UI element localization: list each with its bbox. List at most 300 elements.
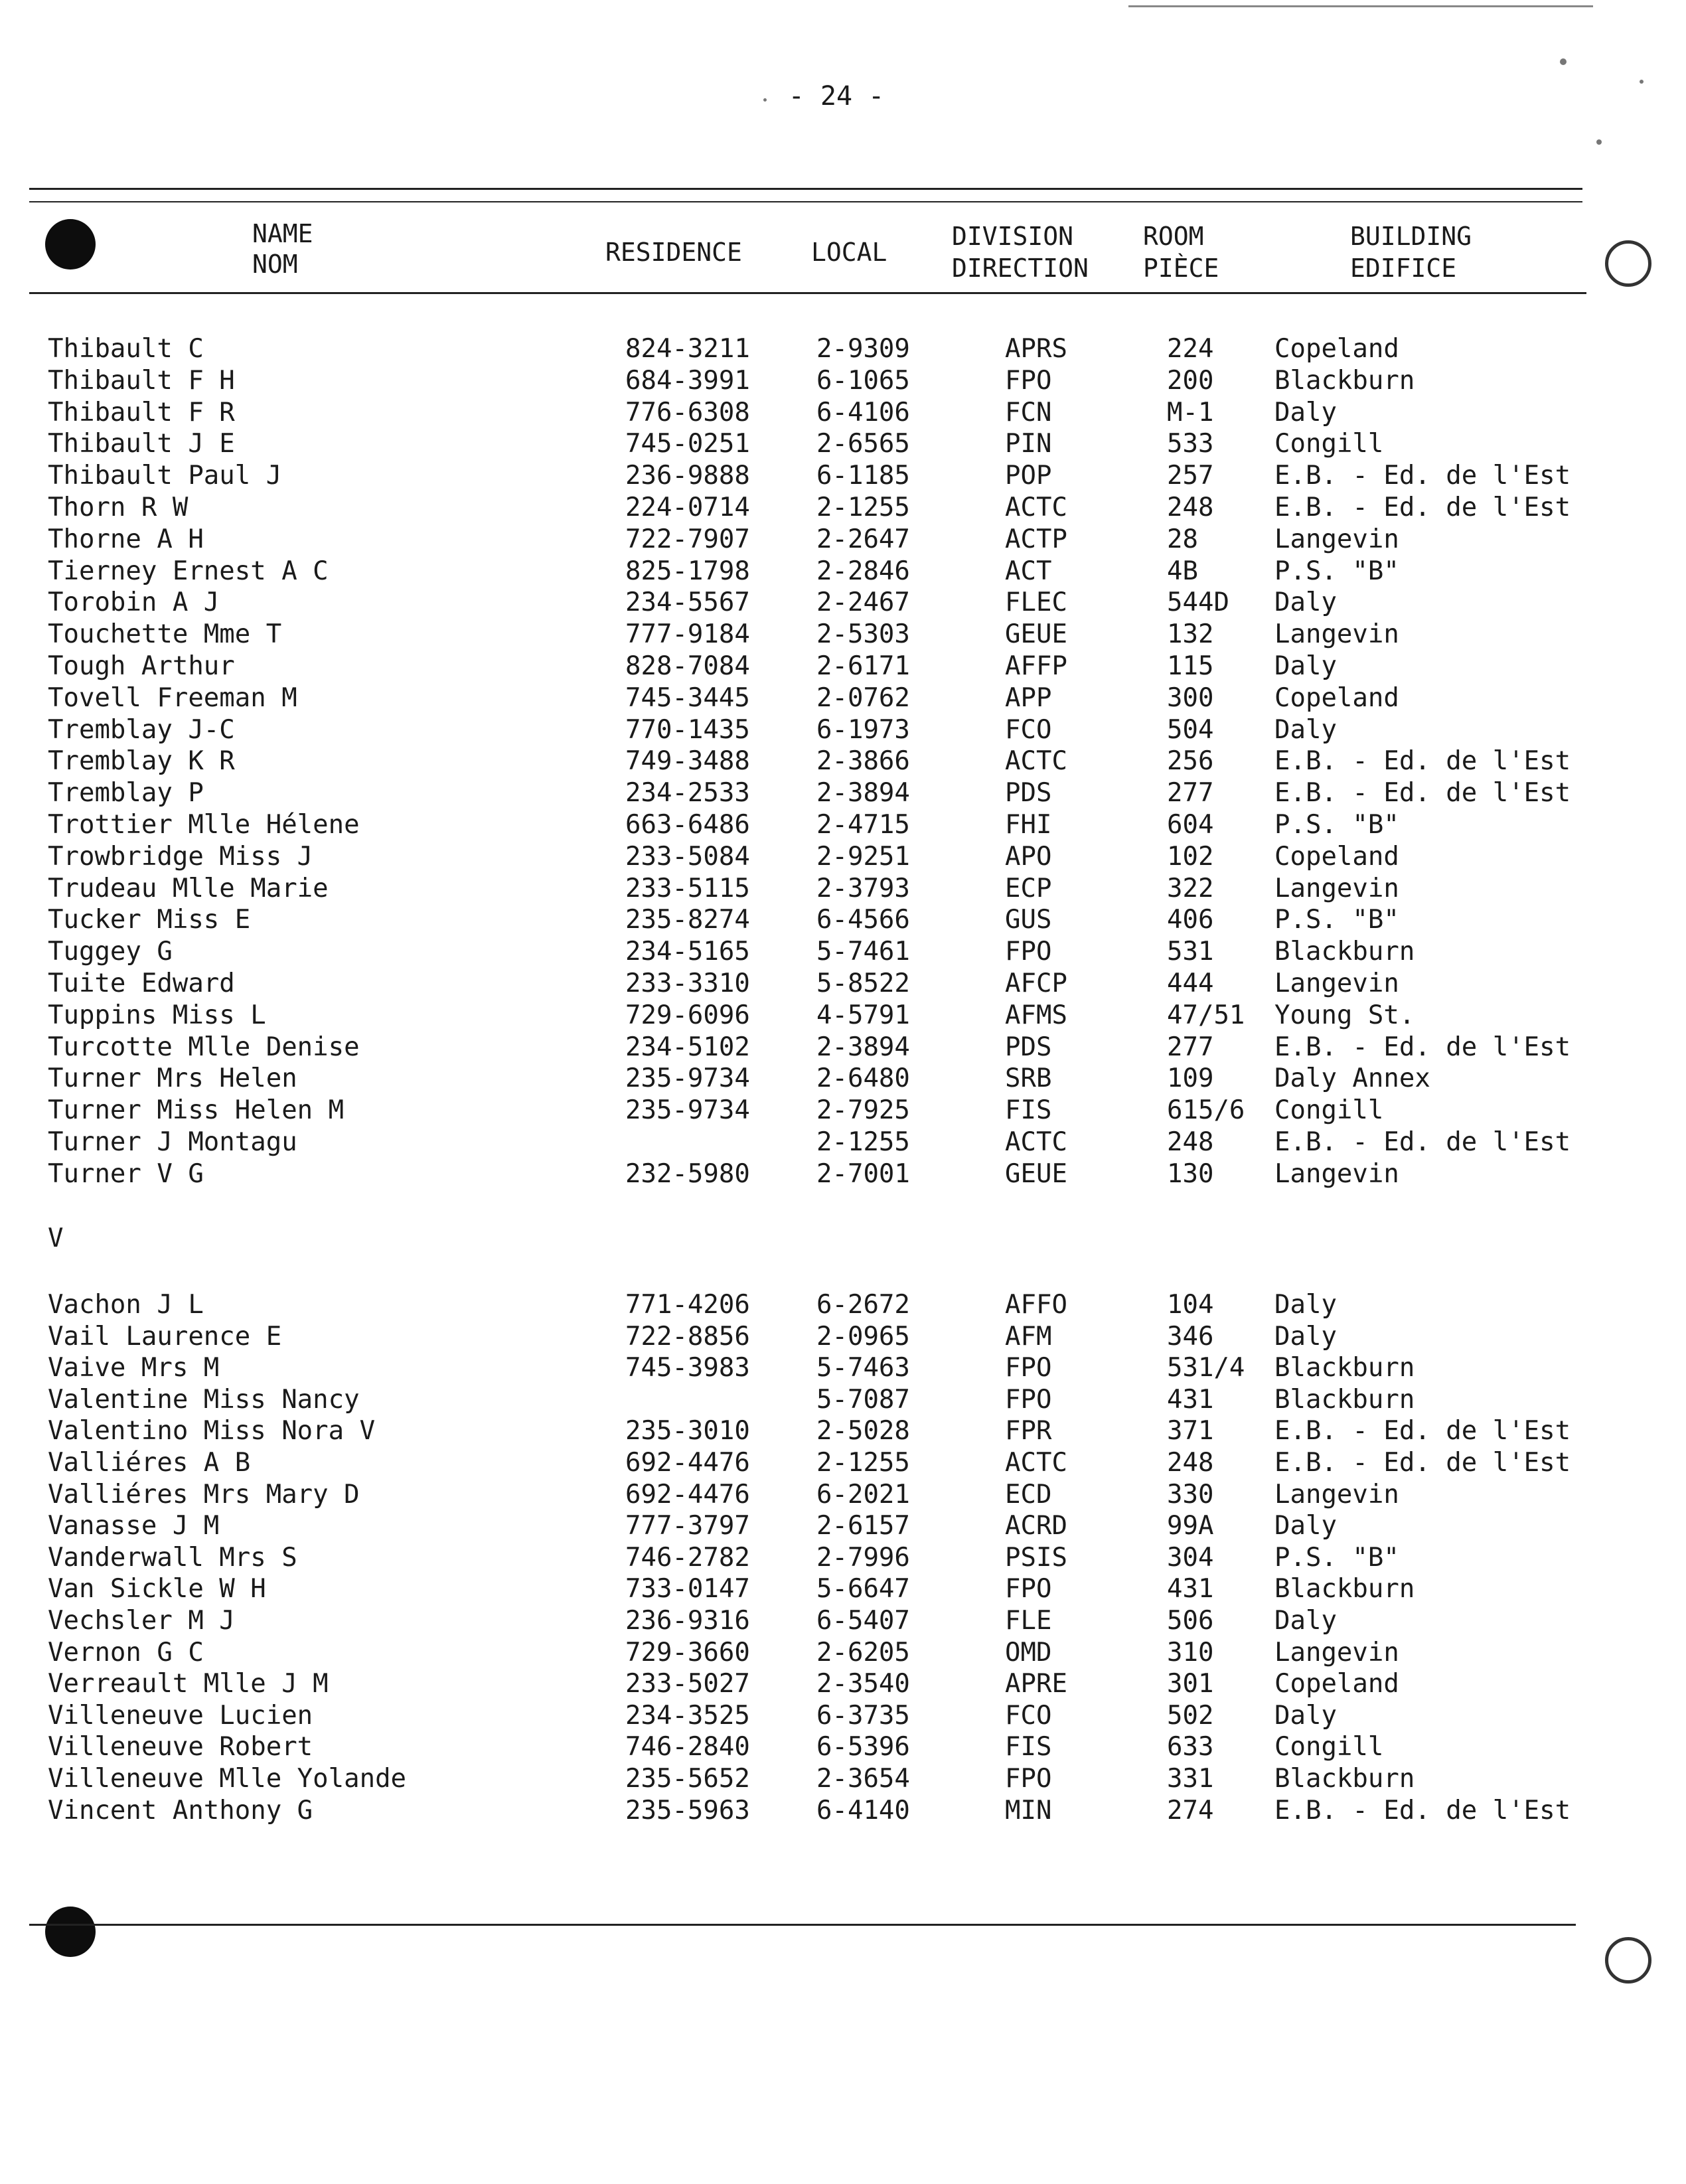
table-row	[0, 492, 1686, 524]
table-row	[0, 1479, 1686, 1511]
entry-residence: 729-6096	[625, 1000, 750, 1030]
entry-building: P.S. "B"	[1274, 1542, 1399, 1573]
entry-residence: 733-0147	[625, 1574, 750, 1604]
header-room: ROOM	[1143, 222, 1204, 251]
entry-residence: 235-3010	[625, 1416, 750, 1446]
entry-local: 6-4566	[816, 905, 910, 935]
entry-local: 5-7461	[816, 937, 910, 967]
entry-building: Daly	[1274, 1511, 1337, 1541]
entry-local: 2-0965	[816, 1321, 910, 1352]
entry-building: Blackburn	[1274, 1384, 1415, 1415]
entry-local: 2-3866	[816, 746, 910, 777]
entry-building: Copeland	[1274, 841, 1399, 872]
header-direction: DIRECTION	[952, 254, 1089, 283]
entry-residence: 828-7084	[625, 651, 750, 681]
entry-building: E.B. - Ed. de l'Est	[1274, 493, 1571, 522]
entry-name: Villeneuve Mlle Yolande	[48, 1764, 407, 1794]
entry-division: SRB	[1005, 1063, 1052, 1094]
scan-speck	[763, 98, 767, 102]
entry-residence: 825-1798	[625, 556, 750, 586]
entry-residence: 235-9734	[625, 1063, 750, 1094]
entry-local: 2-7996	[816, 1542, 910, 1573]
binder-hole-bottom	[45, 1907, 96, 1957]
table-row	[0, 1352, 1686, 1384]
entry-building: Langevin	[1274, 1158, 1399, 1189]
entry-name: Vanasse J M	[48, 1511, 220, 1541]
entry-division: PDS	[1005, 1032, 1052, 1062]
entry-name: Tucker Miss E	[48, 905, 251, 935]
entry-residence: 234-3525	[625, 1700, 750, 1731]
entry-local: 2-7001	[816, 1158, 910, 1189]
entry-name: Thibault C	[48, 334, 204, 364]
entry-local: 4-5791	[816, 1000, 910, 1030]
entry-local: 2-7925	[816, 1095, 910, 1126]
entry-residence: 745-3445	[625, 682, 750, 713]
entry-room: 257	[1167, 461, 1214, 491]
scan-speck	[1596, 139, 1602, 145]
entry-room: 277	[1167, 1032, 1214, 1062]
table-row	[0, 682, 1686, 714]
entry-building: Young St.	[1274, 1000, 1415, 1030]
entry-name: Tremblay K R	[48, 746, 235, 777]
table-row	[0, 936, 1686, 968]
header-edifice: EDIFICE	[1350, 254, 1457, 283]
entry-local: 2-1255	[816, 493, 910, 522]
entry-name: Van Sickle W H	[48, 1574, 266, 1604]
entry-room: 248	[1167, 1127, 1214, 1157]
entry-division: ACTC	[1005, 1127, 1067, 1157]
table-row	[0, 428, 1686, 460]
table-row	[0, 904, 1686, 936]
header-name: NAME	[252, 219, 313, 248]
entry-room: 331	[1167, 1764, 1214, 1794]
entry-local: 2-3793	[816, 873, 910, 903]
entry-division: PDS	[1005, 778, 1052, 809]
entry-room: 277	[1167, 778, 1214, 809]
table-row	[0, 1573, 1686, 1605]
entry-division: FPO	[1005, 1764, 1052, 1794]
entry-local: 6-5396	[816, 1732, 910, 1762]
table-row	[0, 1032, 1686, 1063]
entry-name: Tierney Ernest A C	[48, 556, 329, 586]
entry-local: 6-1185	[816, 461, 910, 491]
entry-division: GEUE	[1005, 1158, 1067, 1189]
table-row	[0, 1510, 1686, 1542]
entry-local: 2-2647	[816, 524, 910, 554]
entry-division: GEUE	[1005, 619, 1067, 650]
table-row	[0, 968, 1686, 1000]
table-row	[0, 619, 1686, 651]
entry-building: Daly	[1274, 651, 1337, 681]
entry-division: APP	[1005, 682, 1052, 713]
entry-division: FCN	[1005, 397, 1052, 428]
entry-name: Turner Mrs Helen	[48, 1063, 297, 1094]
entry-local: 6-4140	[816, 1795, 910, 1826]
entry-room: 310	[1167, 1637, 1214, 1668]
entry-building: Langevin	[1274, 969, 1399, 998]
entry-room: 224	[1167, 334, 1214, 364]
header-building: BUILDING	[1350, 222, 1472, 251]
entry-division: APO	[1005, 841, 1052, 872]
entry-building: Blackburn	[1274, 1574, 1415, 1604]
entry-residence: 224-0714	[625, 493, 750, 522]
entry-division: POP	[1005, 461, 1052, 491]
entry-room: 533	[1167, 429, 1214, 459]
entry-residence: 234-2533	[625, 778, 750, 809]
entry-name: Villeneuve Lucien	[48, 1700, 313, 1731]
entry-room: 504	[1167, 714, 1214, 745]
entry-name: Turner J Montagu	[48, 1127, 297, 1157]
entry-name: Vechsler M J	[48, 1606, 235, 1636]
entry-building: Langevin	[1274, 1637, 1399, 1668]
entry-room: 615/6	[1167, 1095, 1245, 1126]
entry-residence: 235-5963	[625, 1795, 750, 1826]
table-row	[0, 1095, 1686, 1127]
entry-room: 544D	[1167, 587, 1229, 618]
entry-residence: 777-3797	[625, 1511, 750, 1541]
entry-name: Thibault F H	[48, 365, 235, 396]
header-nom: NOM	[252, 250, 298, 279]
table-row	[0, 809, 1686, 841]
entry-building: Daly	[1274, 1700, 1337, 1731]
entry-name: Tuppins Miss L	[48, 1000, 266, 1030]
entry-residence: 235-8274	[625, 905, 750, 935]
entry-residence: 745-3983	[625, 1353, 750, 1383]
entry-division: FLE	[1005, 1606, 1052, 1636]
entry-residence: 824-3211	[625, 334, 750, 364]
entry-division: AFMS	[1005, 1000, 1067, 1030]
entry-residence: 777-9184	[625, 619, 750, 650]
entry-room: 371	[1167, 1416, 1214, 1446]
header-piece: PIÈCE	[1143, 254, 1219, 283]
entry-division: ACTP	[1005, 524, 1067, 554]
entry-name: Thibault J E	[48, 429, 235, 459]
entry-division: ACTC	[1005, 746, 1067, 777]
entry-residence: 692-4476	[625, 1479, 750, 1510]
entry-building: Blackburn	[1274, 365, 1415, 396]
entry-name: Valliéres A B	[48, 1448, 251, 1478]
table-row	[0, 1795, 1686, 1827]
table-row	[0, 365, 1686, 397]
entry-local: 2-5303	[816, 619, 910, 650]
entry-building: P.S. "B"	[1274, 905, 1399, 935]
entry-building: Daly	[1274, 1321, 1337, 1352]
entry-residence: 684-3991	[625, 365, 750, 396]
entry-name: Torobin A J	[48, 587, 220, 618]
entry-division: FPO	[1005, 1384, 1052, 1415]
entry-room: M-1	[1167, 397, 1214, 428]
entry-room: 300	[1167, 682, 1214, 713]
entry-residence: 233-3310	[625, 969, 750, 998]
entry-local: 6-2672	[816, 1290, 910, 1320]
header-local: LOCAL	[811, 238, 887, 267]
entry-local: 2-5028	[816, 1416, 910, 1446]
entry-building: Daly	[1274, 714, 1337, 745]
entry-name: Tremblay J-C	[48, 714, 235, 745]
binder-ring-top-right	[1605, 240, 1651, 287]
table-row	[0, 1158, 1686, 1190]
entry-division: OMD	[1005, 1637, 1052, 1668]
entry-room: 322	[1167, 873, 1214, 903]
entry-local: 2-1255	[816, 1448, 910, 1478]
entry-building: Daly	[1274, 397, 1337, 428]
entry-building: Congill	[1274, 429, 1384, 459]
entry-division: FIS	[1005, 1732, 1052, 1762]
entry-division: ACTC	[1005, 1448, 1067, 1478]
entry-room: 444	[1167, 969, 1214, 998]
entry-division: PSIS	[1005, 1542, 1067, 1573]
entry-residence: 749-3488	[625, 746, 750, 777]
entry-local: 2-9251	[816, 841, 910, 872]
entry-room: 330	[1167, 1479, 1214, 1510]
entry-building: Langevin	[1274, 873, 1399, 903]
entry-room: 99A	[1167, 1511, 1214, 1541]
entry-residence: 236-9888	[625, 461, 750, 491]
entry-building: Daly	[1274, 587, 1337, 618]
entry-room: 502	[1167, 1700, 1214, 1731]
header-top-rule	[29, 188, 1582, 190]
entry-residence: 746-2840	[625, 1732, 750, 1762]
entry-name: Vachon J L	[48, 1290, 204, 1320]
table-row	[0, 556, 1686, 587]
entry-building: E.B. - Ed. de l'Est	[1274, 1032, 1571, 1062]
entry-residence: 234-5567	[625, 587, 750, 618]
entry-local: 6-4106	[816, 397, 910, 428]
entry-residence: 235-9734	[625, 1095, 750, 1126]
entry-name: Thibault F R	[48, 397, 235, 428]
header-top-rule-2	[29, 201, 1582, 202]
entry-building: E.B. - Ed. de l'Est	[1274, 778, 1571, 809]
section-letter-v: V	[48, 1223, 64, 1253]
entry-building: E.B. - Ed. de l'Est	[1274, 461, 1571, 491]
entry-room: 431	[1167, 1574, 1214, 1604]
table-row	[0, 333, 1686, 365]
entry-residence: 729-3660	[625, 1637, 750, 1668]
entry-local: 2-2467	[816, 587, 910, 618]
entry-room: 130	[1167, 1158, 1214, 1189]
header-residence: RESIDENCE	[605, 238, 742, 267]
entry-local: 6-1973	[816, 714, 910, 745]
entry-local: 2-2846	[816, 556, 910, 586]
entry-name: Vernon G C	[48, 1637, 204, 1668]
table-row	[0, 587, 1686, 619]
entry-name: Thibault Paul J	[48, 461, 282, 491]
entry-name: Turner Miss Helen M	[48, 1095, 345, 1126]
entry-name: Trottier Mlle Hélene	[48, 810, 360, 840]
entry-local: 2-6157	[816, 1511, 910, 1541]
entry-division: APRS	[1005, 334, 1067, 364]
entry-building: E.B. - Ed. de l'Est	[1274, 1416, 1571, 1446]
entry-local: 6-2021	[816, 1479, 910, 1510]
entry-local: 2-6480	[816, 1063, 910, 1094]
entry-name: Valliéres Mrs Mary D	[48, 1479, 360, 1510]
entry-name: Tough Arthur	[48, 651, 235, 681]
entry-building: Copeland	[1274, 334, 1399, 364]
entry-name: Verreault Mlle J M	[48, 1669, 329, 1699]
table-row	[0, 524, 1686, 556]
entry-residence: 236-9316	[625, 1606, 750, 1636]
entry-room: 28	[1167, 524, 1198, 554]
table-row	[0, 397, 1686, 429]
entry-division: ACRD	[1005, 1511, 1067, 1541]
entry-local: 5-7087	[816, 1384, 910, 1415]
entry-residence: 234-5102	[625, 1032, 750, 1062]
entry-room: 248	[1167, 493, 1214, 522]
entry-residence: 770-1435	[625, 714, 750, 745]
table-row	[0, 1289, 1686, 1321]
entry-building: Blackburn	[1274, 1353, 1415, 1383]
entry-division: FPO	[1005, 1574, 1052, 1604]
entry-residence: 233-5115	[625, 873, 750, 903]
entry-building: E.B. - Ed. de l'Est	[1274, 1448, 1571, 1478]
table-row	[0, 1542, 1686, 1574]
entry-residence: 722-7907	[625, 524, 750, 554]
entry-residence: 746-2782	[625, 1542, 750, 1573]
entry-residence: 663-6486	[625, 810, 750, 840]
entry-building: P.S. "B"	[1274, 556, 1399, 586]
entry-division: FIS	[1005, 1095, 1052, 1126]
entry-building: P.S. "B"	[1274, 810, 1399, 840]
table-row	[0, 1605, 1686, 1637]
binder-ring-bottom-right	[1605, 1937, 1651, 1984]
entry-building: Langevin	[1274, 1479, 1399, 1510]
entry-division: FPO	[1005, 937, 1052, 967]
entry-room: 200	[1167, 365, 1214, 396]
table-row	[0, 1321, 1686, 1353]
entry-name: Tuite Edward	[48, 969, 235, 998]
table-row	[0, 1000, 1686, 1032]
entry-division: FCO	[1005, 714, 1052, 745]
entry-local: 2-3894	[816, 778, 910, 809]
entry-division: PIN	[1005, 429, 1052, 459]
top-edge-line	[1128, 5, 1593, 7]
entry-name: Tovell Freeman M	[48, 682, 297, 713]
entry-name: Thorn R W	[48, 493, 189, 522]
entry-room: 47/51	[1167, 1000, 1245, 1030]
entry-building: Daly	[1274, 1606, 1337, 1636]
entry-name: Trudeau Mlle Marie	[48, 873, 329, 903]
entry-building: E.B. - Ed. de l'Est	[1274, 1127, 1571, 1157]
header-bottom-rule	[29, 292, 1586, 294]
table-row	[0, 1700, 1686, 1732]
entry-residence: 232-5980	[625, 1158, 750, 1189]
entry-building: Congill	[1274, 1095, 1384, 1126]
entry-room: 531	[1167, 937, 1214, 967]
entry-local: 6-1065	[816, 365, 910, 396]
entry-residence: 776-6308	[625, 397, 750, 428]
entry-room: 304	[1167, 1542, 1214, 1573]
entry-room: 346	[1167, 1321, 1214, 1352]
footer-rule	[29, 1924, 1576, 1926]
entry-residence: 233-5084	[625, 841, 750, 872]
entry-local: 2-6171	[816, 651, 910, 681]
table-row	[0, 651, 1686, 682]
entry-division: ECD	[1005, 1479, 1052, 1510]
entry-building: Copeland	[1274, 1669, 1399, 1699]
entry-room: 4B	[1167, 556, 1198, 586]
entry-room: 531/4	[1167, 1353, 1245, 1383]
entry-room: 104	[1167, 1290, 1214, 1320]
entry-division: MIN	[1005, 1795, 1052, 1826]
entry-building: Copeland	[1274, 682, 1399, 713]
entry-division: FHI	[1005, 810, 1052, 840]
entry-local: 2-3654	[816, 1764, 910, 1794]
entry-name: Valentino Miss Nora V	[48, 1416, 376, 1446]
entry-local: 2-0762	[816, 682, 910, 713]
entry-name: Turcotte Mlle Denise	[48, 1032, 360, 1062]
entry-residence: 722-8856	[625, 1321, 750, 1352]
entry-local: 2-6565	[816, 429, 910, 459]
entry-room: 256	[1167, 746, 1214, 777]
entry-building: Blackburn	[1274, 937, 1415, 967]
entry-room: 102	[1167, 841, 1214, 872]
entry-name: Trowbridge Miss J	[48, 841, 313, 872]
entry-division: FCO	[1005, 1700, 1052, 1731]
entry-division: AFFP	[1005, 651, 1067, 681]
entry-local: 5-7463	[816, 1353, 910, 1383]
entry-name: Villeneuve Robert	[48, 1732, 313, 1762]
table-row	[0, 1637, 1686, 1669]
entry-building: Daly	[1274, 1290, 1337, 1320]
entry-local: 5-6647	[816, 1574, 910, 1604]
entry-building: E.B. - Ed. de l'Est	[1274, 1795, 1571, 1826]
table-row	[0, 1063, 1686, 1095]
entry-room: 248	[1167, 1448, 1214, 1478]
entry-division: AFFO	[1005, 1290, 1067, 1320]
entry-name: Vincent Anthony G	[48, 1795, 313, 1826]
entry-local: 6-5407	[816, 1606, 910, 1636]
table-row	[0, 745, 1686, 777]
entry-building: Blackburn	[1274, 1764, 1415, 1794]
entry-room: 406	[1167, 905, 1214, 935]
entry-division: FPO	[1005, 365, 1052, 396]
entry-name: Vaive Mrs M	[48, 1353, 220, 1383]
entry-local: 2-1255	[816, 1127, 910, 1157]
entry-residence: 234-5165	[625, 937, 750, 967]
scan-speck	[1560, 58, 1567, 65]
entry-room: 274	[1167, 1795, 1214, 1826]
entry-name: Tuggey G	[48, 937, 173, 967]
entry-name: Turner V G	[48, 1158, 204, 1189]
entry-residence: 771-4206	[625, 1290, 750, 1320]
entry-division: ACT	[1005, 556, 1052, 586]
table-row	[0, 873, 1686, 905]
entry-name: Tremblay P	[48, 778, 204, 809]
entry-room: 604	[1167, 810, 1214, 840]
entry-building: Congill	[1274, 1732, 1384, 1762]
entry-local: 2-3540	[816, 1669, 910, 1699]
entry-division: AFCP	[1005, 969, 1067, 998]
entry-room: 633	[1167, 1732, 1214, 1762]
entry-division: APRE	[1005, 1669, 1067, 1699]
entry-residence: 233-5027	[625, 1669, 750, 1699]
entry-building: E.B. - Ed. de l'Est	[1274, 746, 1571, 777]
table-row	[0, 777, 1686, 809]
table-row	[0, 1763, 1686, 1795]
entry-local: 2-9309	[816, 334, 910, 364]
header-division: DIVISION	[952, 222, 1074, 251]
table-row	[0, 1731, 1686, 1763]
entry-division: FLEC	[1005, 587, 1067, 618]
entry-room: 431	[1167, 1384, 1214, 1415]
entry-local: 6-3735	[816, 1700, 910, 1731]
table-row	[0, 1384, 1686, 1416]
entry-division: FPR	[1005, 1416, 1052, 1446]
entry-division: AFM	[1005, 1321, 1052, 1352]
entry-room: 115	[1167, 651, 1214, 681]
entry-building: Daly Annex	[1274, 1063, 1430, 1094]
table-row	[0, 1127, 1686, 1158]
